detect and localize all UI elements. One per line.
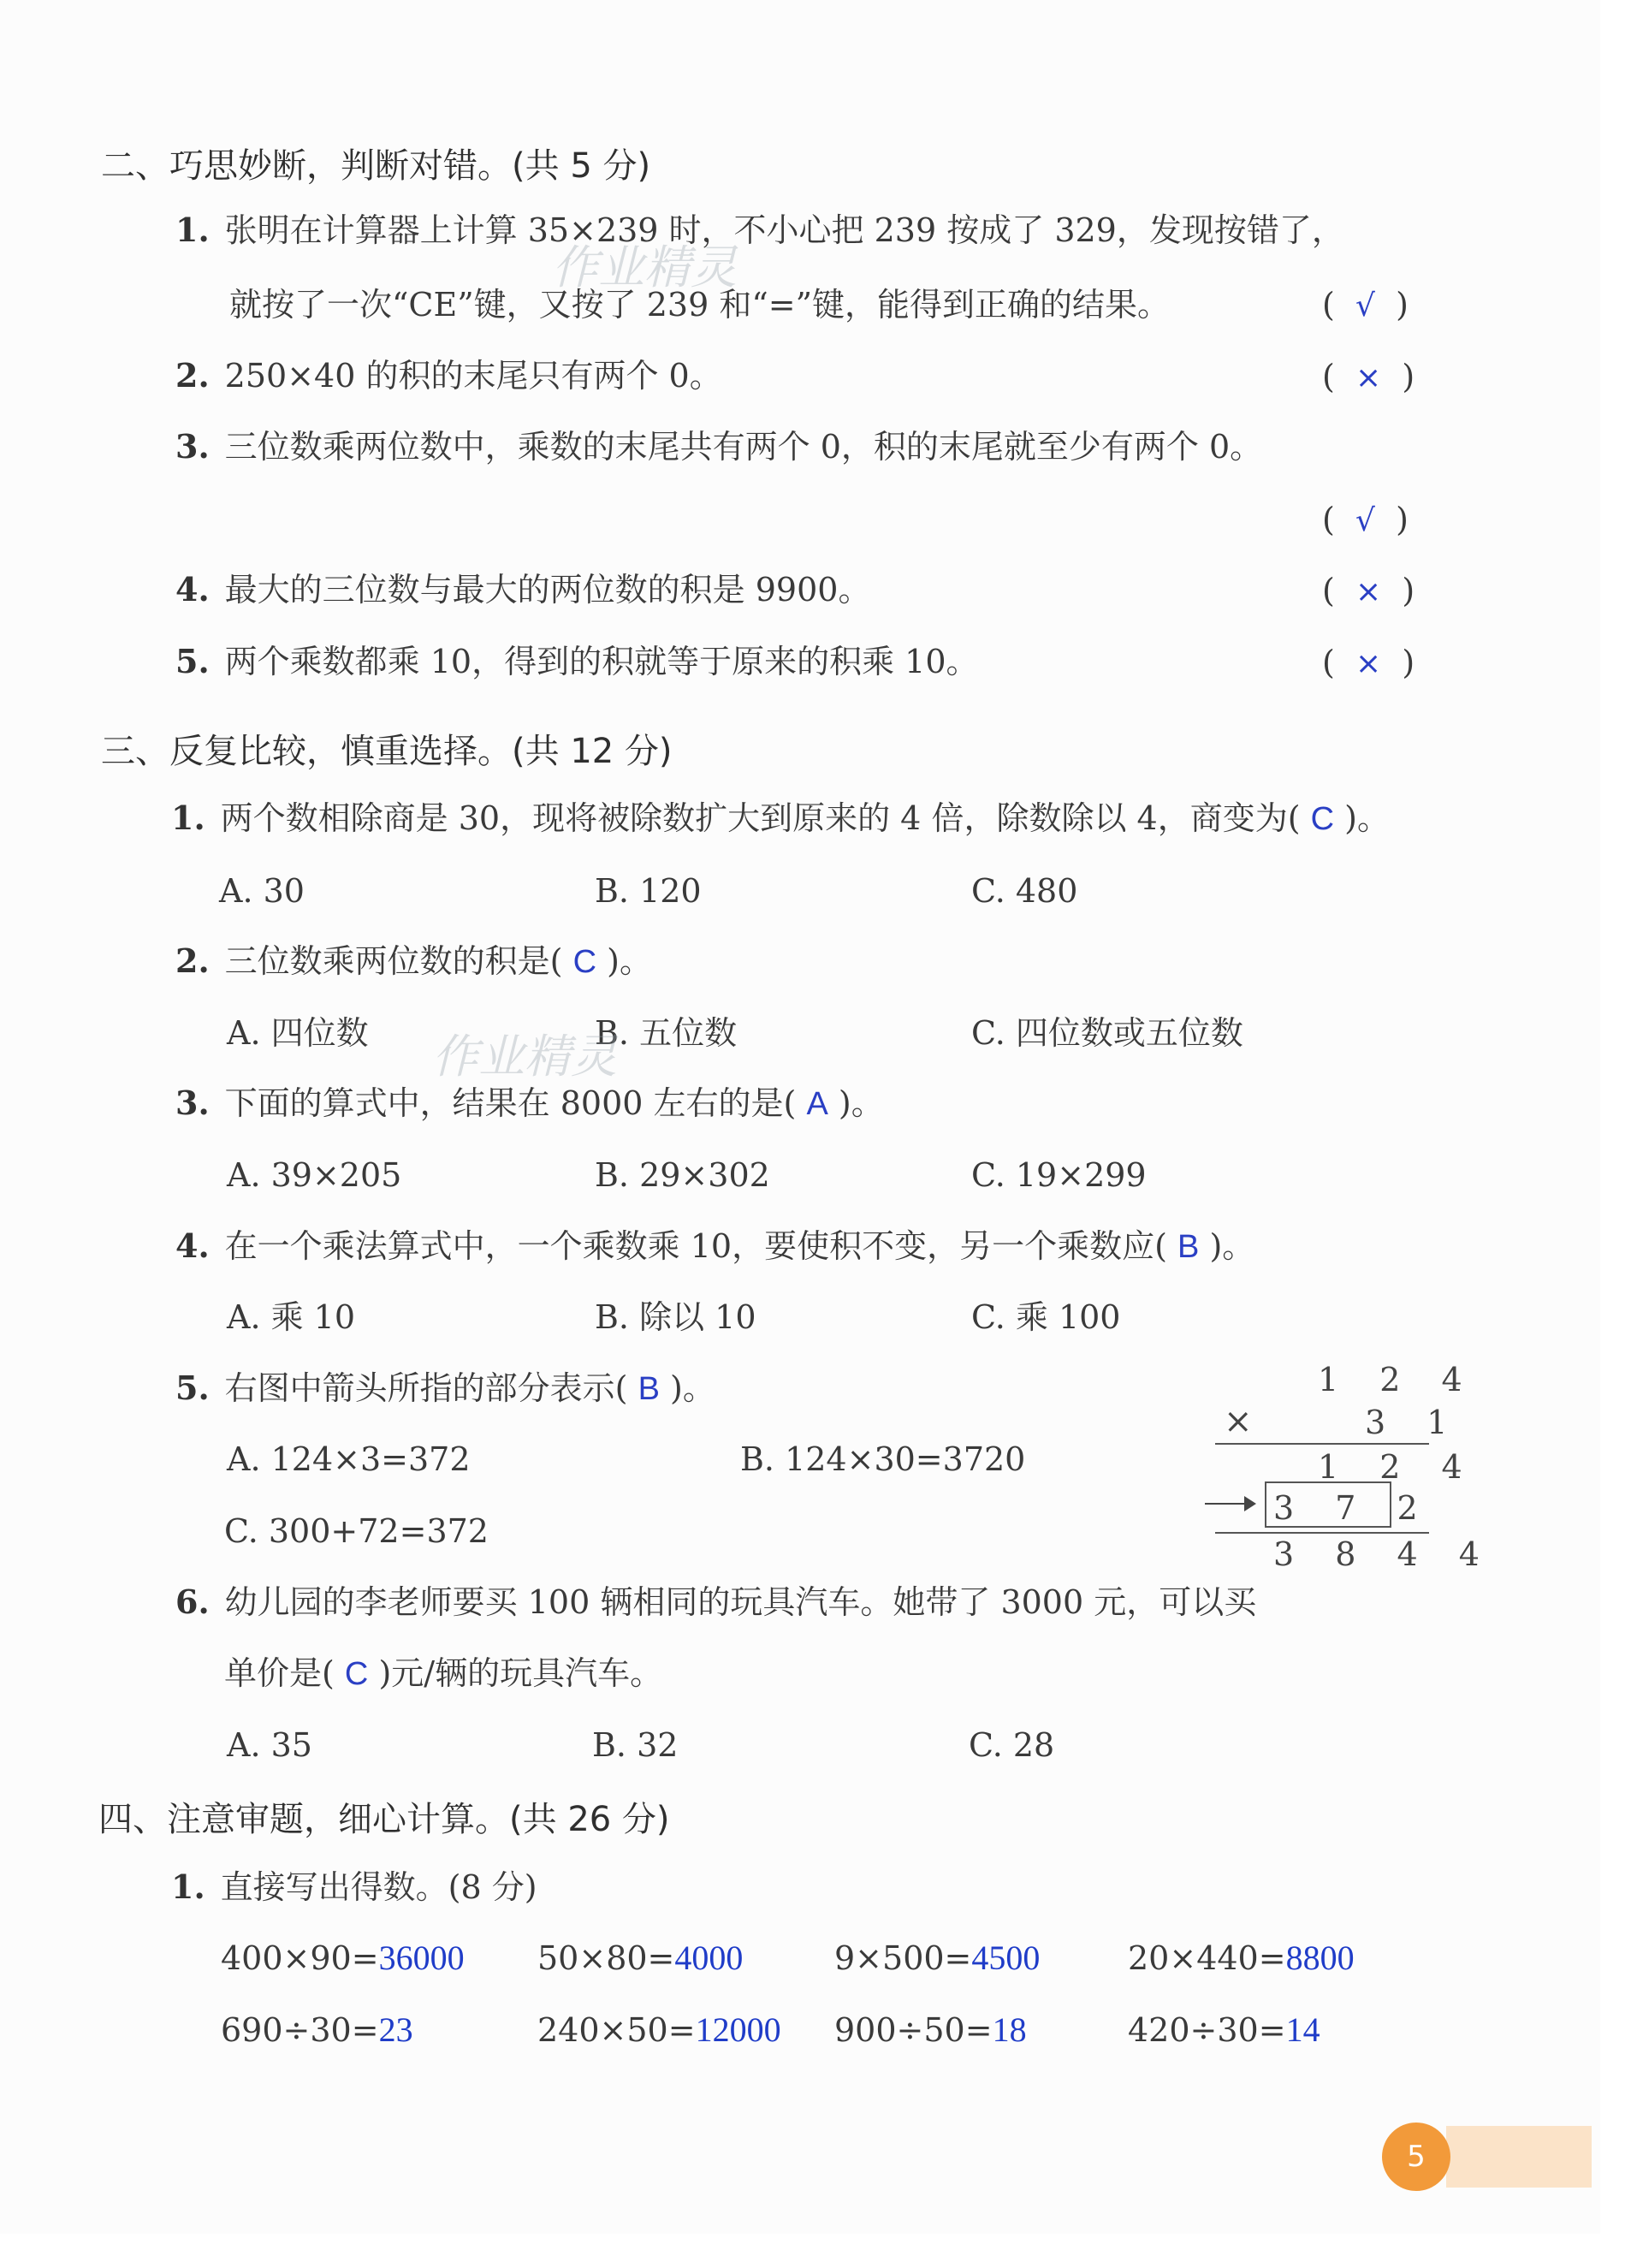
s2-q4-num: 4.: [175, 570, 210, 609]
s3-q3-tail: )。: [838, 1084, 884, 1122]
s2-q4-answer-paren: ( × ): [1322, 572, 1415, 609]
section-2-title: 二、巧思妙断，判断对错。(共 5 分): [101, 146, 651, 186]
s3-q1-num: 1.: [171, 799, 205, 837]
calc-3-expr: 9×500=: [834, 1939, 972, 1977]
s2-q2-answer-paren: ( × ): [1322, 358, 1415, 395]
vm-row-multiplicand: 1 2 4: [1318, 1361, 1478, 1398]
calc-2-expr: 50×80=: [537, 1939, 675, 1977]
s2-q1-mark: √: [1355, 288, 1375, 324]
s2-q3-text: 三位数乘两位数中，乘数的末尾共有两个 0，积的末尾就至少有两个 0。: [224, 428, 1263, 466]
calc-1: [221, 1938, 465, 1977]
s3-q2-tail: )。: [607, 942, 652, 980]
s3-q5-opt-c: C. 300+72=372: [224, 1512, 489, 1550]
calc-6-expr: 240×50=: [537, 2011, 696, 2049]
section-4-title: 四、注意审题，细心计算。(共 26 分): [98, 1800, 670, 1839]
s2-q1-text2: 就按了一次“CE”键，又按了 239 和“=”键，能得到正确的结果。: [229, 286, 1171, 324]
s3-q3-opt-c: C. 19×299: [971, 1156, 1147, 1194]
s3-q5-opt-a: A. 124×3=372: [227, 1440, 471, 1478]
calc-1-result: 36000: [378, 1938, 465, 1977]
calc-1-expr: 400×90=: [221, 1939, 379, 1977]
s3-q1-answer: C: [1310, 801, 1335, 837]
s2-q2-num: 2.: [175, 356, 210, 395]
s3-q2-num: 2.: [175, 941, 210, 980]
s3-q6-opt-a: A. 35: [227, 1726, 312, 1764]
calc-6-result: 12000: [695, 2010, 781, 2049]
s3-q6-text1: 幼儿园的李老师要买 100 辆相同的玩具汽车。她带了 3000 元，可以买: [224, 1583, 1257, 1621]
s2-q3-answer-paren: ( √ ): [1322, 501, 1409, 538]
s3-q6-opt-c: C. 28: [969, 1726, 1055, 1764]
calc-8-expr: 420÷30=: [1128, 2011, 1286, 2049]
watermark-1: 作业精灵: [552, 240, 737, 294]
s3-q4-answer: B: [1177, 1229, 1200, 1265]
page-number-band: [1446, 2126, 1592, 2188]
vm-line-2: [1215, 1532, 1429, 1534]
s3-q6-text2-post: )元/辆的玩具汽车。: [378, 1654, 663, 1692]
s3-q5-opt-b: B. 124×30=3720: [740, 1440, 1026, 1478]
vm-times-sign: ×: [1224, 1402, 1268, 1441]
vm-row-partial-1: 1 2 4: [1318, 1448, 1478, 1486]
s4-q1-title: [171, 1867, 537, 1906]
s3-q5-num: 5.: [175, 1369, 210, 1407]
s3-q2: [175, 941, 652, 980]
s3-q3: [175, 1084, 884, 1122]
calc-2-result: 4000: [674, 1938, 744, 1977]
s3-q4-num: 4.: [175, 1226, 210, 1265]
s3-q1: [171, 799, 1390, 837]
s3-q2-opt-a: A. 四位数: [227, 1014, 369, 1052]
calc-8: [1128, 2010, 1320, 2049]
calc-4: [1128, 1938, 1355, 1977]
s2-q5-text: 两个乘数都乘 10，得到的积就等于原来的积乘 10。: [224, 643, 979, 680]
calc-5-expr: 690÷30=: [221, 2011, 379, 2049]
s3-q4-opt-a: A. 乘 10: [227, 1298, 356, 1336]
s3-q5: [175, 1369, 715, 1407]
vm-row-multiplier: 3 1: [1365, 1404, 1463, 1441]
s3-q2-opt-b: B. 五位数: [595, 1014, 738, 1052]
s3-q3-opt-b: B. 29×302: [595, 1156, 770, 1194]
s4-q1-text: 直接写出得数。(8 分): [220, 1868, 537, 1906]
s3-q4-text: 在一个乘法算式中，一个乘数乘 10，要使积不变，另一个乘数应(: [224, 1227, 1167, 1265]
s3-q4-tail: )。: [1209, 1227, 1255, 1265]
s2-q2-mark: ×: [1355, 360, 1382, 395]
s3-q6-opt-b: B. 32: [592, 1726, 679, 1764]
s3-q3-opt-a: A. 39×205: [227, 1156, 402, 1194]
calc-4-expr: 20×440=: [1128, 1939, 1286, 1977]
s3-q4-opt-c: C. 乘 100: [971, 1298, 1121, 1336]
s3-q2-answer: C: [572, 944, 597, 980]
s3-q1-text: 两个数相除商是 30，现将被除数扩大到原来的 4 倍，除数除以 4，商变为(: [220, 799, 1301, 837]
s3-q6-text2-pre: 单价是(: [224, 1654, 335, 1692]
vm-row-partial-2: 3 7 2: [1273, 1489, 1433, 1527]
calc-7: [834, 2010, 1027, 2049]
s2-q4-text: 最大的三位数与最大的两位数的积是 9900。: [224, 571, 871, 609]
calc-8-result: 14: [1285, 2010, 1320, 2049]
s2-q4: [175, 570, 871, 609]
s2-q3-num: 3.: [175, 427, 210, 466]
s2-q1-line1: [175, 211, 1344, 249]
s3-q3-answer: A: [806, 1086, 828, 1122]
s3-q5-answer: B: [638, 1371, 660, 1407]
s2-q2-text: 250×40 的积的末尾只有两个 0。: [224, 357, 722, 395]
s2-q5-answer-paren: ( × ): [1322, 644, 1415, 681]
s2-q2: [175, 356, 722, 395]
vm-line-1: [1215, 1443, 1429, 1445]
s2-q5-num: 5.: [175, 642, 210, 680]
s3-q6-line1: [175, 1582, 1257, 1621]
calc-5: [221, 2010, 413, 2049]
s4-q1-num: 1.: [171, 1867, 205, 1906]
calc-7-expr: 900÷50=: [834, 2011, 993, 2049]
s3-q1-tail: )。: [1344, 799, 1390, 837]
calc-2: [537, 1938, 744, 1977]
vm-arrow-icon: [1244, 1496, 1256, 1511]
s2-q5: [175, 642, 979, 680]
s3-q5-tail: )。: [670, 1369, 715, 1407]
section-3-title: 三、反复比较，慎重选择。(共 12 分): [101, 732, 673, 771]
calc-3: [834, 1938, 1041, 1977]
s3-q5-text: 右图中箭头所指的部分表示(: [224, 1369, 628, 1407]
calc-6: [537, 2010, 781, 2049]
s3-q6-answer: C: [344, 1656, 369, 1692]
calc-3-result: 4500: [971, 1938, 1041, 1977]
s2-q3-mark: √: [1355, 503, 1375, 538]
s3-q4: [175, 1226, 1255, 1265]
s3-q1-opt-a: A. 30: [219, 872, 305, 910]
s3-q1-opt-c: C. 480: [971, 872, 1078, 910]
s2-q5-mark: ×: [1355, 646, 1382, 681]
s3-q3-text: 下面的算式中，结果在 8000 左右的是(: [224, 1084, 797, 1122]
s3-q2-text: 三位数乘两位数的积是(: [224, 942, 563, 980]
page-number-badge: 5: [1382, 2123, 1450, 2191]
s3-q6-line2: [224, 1654, 663, 1692]
vertical-multiplication: [1189, 1352, 1495, 1575]
s3-q3-num: 3.: [175, 1084, 210, 1122]
s2-q1-text1: 张明在计算器上计算 35×239 时，不小心把 239 按成了 329，发现按错了，: [224, 211, 1344, 249]
s3-q6-num: 6.: [175, 1582, 210, 1621]
calc-5-result: 23: [378, 2010, 413, 2049]
s2-q1-num: 1.: [175, 211, 210, 249]
s2-q1-answer-paren: ( √ ): [1322, 286, 1409, 324]
s2-q4-mark: ×: [1355, 574, 1382, 609]
calc-7-result: 18: [992, 2010, 1027, 2049]
s3-q2-opt-c: C. 四位数或五位数: [971, 1014, 1243, 1052]
vm-row-product: 3 8 4 4: [1273, 1535, 1495, 1573]
calc-4-result: 8800: [1285, 1938, 1355, 1977]
s2-q3: [175, 427, 1263, 466]
watermark-2: 作业精灵: [432, 1030, 617, 1084]
s3-q1-opt-b: B. 120: [595, 872, 702, 910]
s3-q4-opt-b: B. 除以 10: [595, 1298, 756, 1336]
